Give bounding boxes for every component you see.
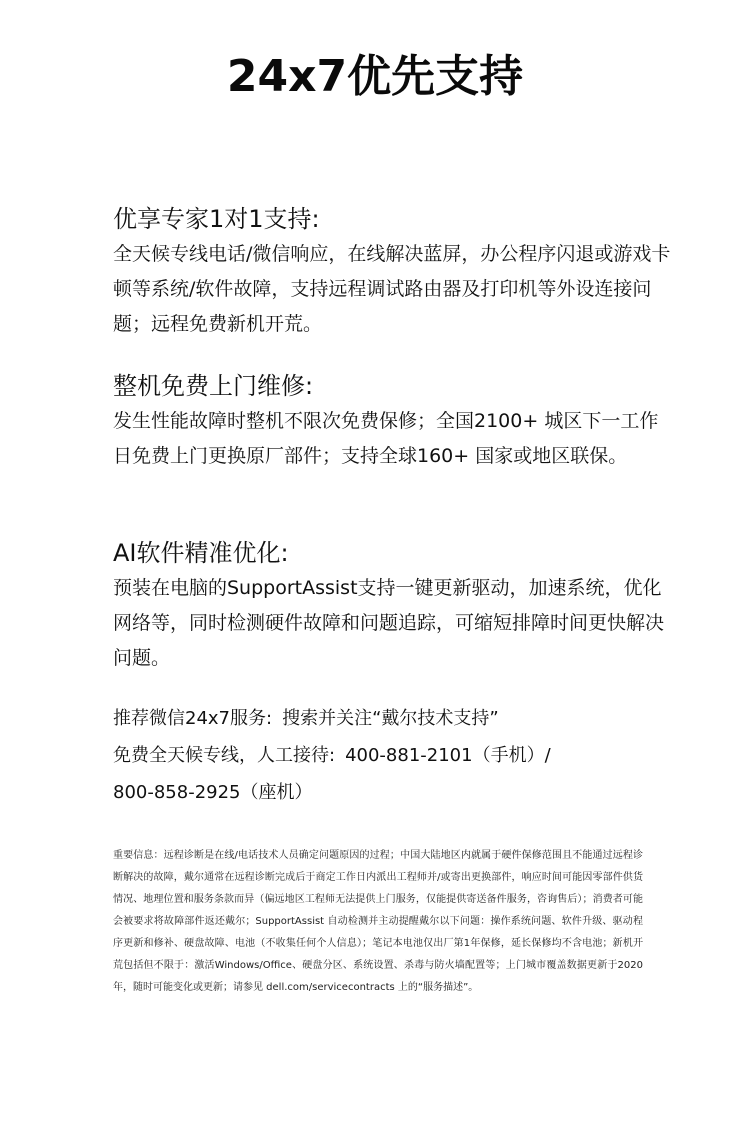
section-heading: 优享专家1对1支持: [113, 205, 320, 233]
section-onsite-repair [113, 368, 673, 474]
section-body: 预装在电脑的SupportAssist支持一键更新驱动，加速系统，优化网络等，同时检测硬件故障和问题追踪，可缩短排障时间更快解决问题。 [113, 577, 665, 669]
hotline-line [113, 737, 673, 774]
page-title: 24x7优先支持 [226, 51, 524, 102]
important-notice: 重要信息：远程诊断是在线/电话技术人员确定问题原因的过程；中国大陆地区内就属于硬件保修范围且不能通过远程诊断解决的故障，戴尔通常在远程诊断完成后于商定工作日内派出工程师并/或寄出更换部件，响应时间可能因零部件供货情况、地理位置和服务条款而异（偏远地区工程师无法提供上门服务，仅能提供寄送备件服务，咨询售后）；消费者可能会被要求将故障部件返还戴尔；SupportAssist 自动检测并主动提醒戴尔以下问题：操作系统问题、软件升级、驱动程序更新和修补、硬盘故障、电池（不收集任何个人信息）；笔记本电池仅出厂第1年保修，延长保修均不含电池；新机开荒包括但不限于：激活Windows/Office、硬盘分区、系统设置、杀毒与防火墙配置等；上门城市覆盖数据更新于2020年，随时可能变化或更新；请参见 dell.com/servicecontracts 上的“服务描述”。 [113, 850, 643, 993]
hotline-mobile: 400-881-2101（手机）/ [345, 745, 551, 766]
section-body: 全天候专线电话/微信响应，在线解决蓝屏，办公程序闪退或游戏卡顿等系统/软件故障，支持远程调试路由器及打印机等外设连接问题；远程免费新机开荒。 [113, 243, 671, 335]
landline-line [113, 774, 673, 811]
hotline-landline: 800-858-2925（座机） [113, 782, 313, 803]
section-expert-support [113, 201, 673, 342]
hotline-prefix: 免费全天候专线，人工接待: [113, 745, 336, 766]
wechat-action: 搜索并关注“戴尔技术支持” [282, 708, 499, 729]
section-heading: 整机免费上门维修: [113, 372, 314, 400]
wechat-prefix: 推荐微信24x7服务: [113, 708, 273, 729]
contact-info [113, 700, 673, 811]
section-ai-optimization [113, 535, 673, 676]
wechat-line [113, 700, 673, 737]
section-heading: AI软件精准优化: [113, 539, 289, 567]
section-body: 发生性能故障时整机不限次免费保修；全国2100+ 城区下一工作日免费上门更换原厂部件；支持全球160+ 国家或地区联保。 [113, 410, 659, 467]
